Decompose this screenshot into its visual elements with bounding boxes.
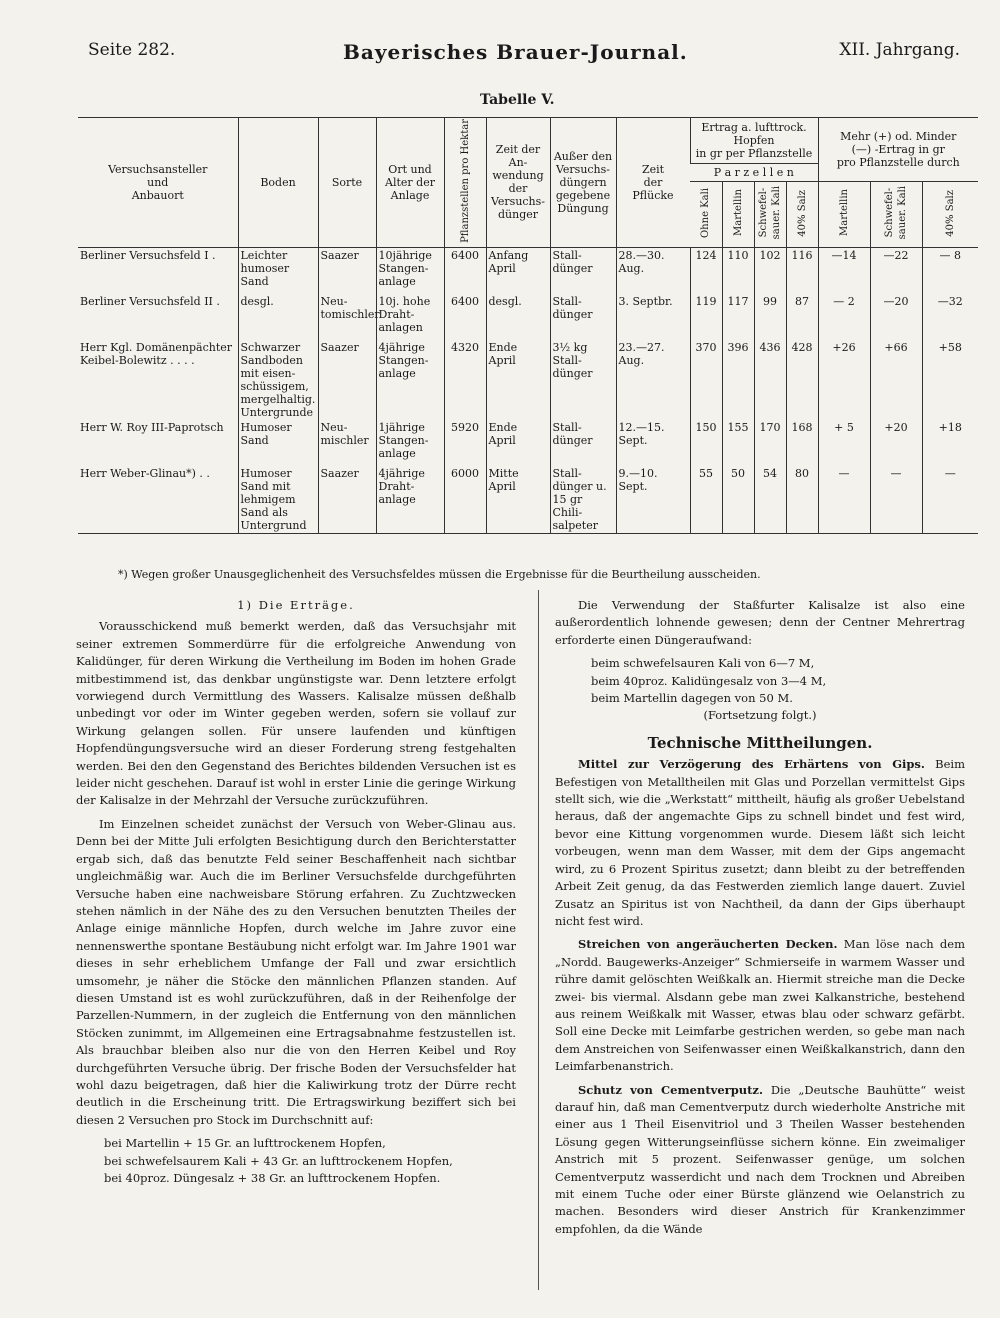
cell-time: Anfang April: [486, 247, 550, 294]
cell-d-1: —20: [870, 294, 922, 340]
table-row: [78, 294, 978, 340]
cell-soil: Humoser Sand: [238, 420, 318, 466]
article-title: Mittel zur Verzögerung des Erhärtens von Gips.: [578, 757, 925, 772]
yield-list: [76, 1135, 516, 1187]
cell-station: Herr Kgl. Domänenpächter Keibel-Bolewitz . . . .: [80, 340, 233, 367]
article: [555, 756, 965, 930]
volume-label: XII. Jahrgang.: [839, 40, 960, 60]
paragraph: Vorausschickend muß bemerkt werden, daß das Versuchsjahr mit seiner extremen Sommerdürre für die erfolgreiche Anwendung von Kalidünger, für deren Wirkung die Vertheilung im Boden im hohen Grade mitbestimmend ist, das denkbar ungünstigste war. Denn letztere erfolgt vorwiegend durch Vermittlung des Wassers. Kalisalze müssen deßhalb unbedingt vor oder im Winter gegeben werden, sofern sie vollauf zur Wirkung gelangen sollen. Für unsere laufenden und künftigen Hopfendüngungsversuche wird an dieser Forderung streng festgehalten werden. Bei den den Gegenstand des Berichtes bildenden Versuchen ist es leider nicht geschehen. Darauf ist wohl in erster Linie die geringe Wirkung der Kalisalze in der Mehrzahl der Versuche zurückzuführen.: [76, 619, 516, 808]
cell-y-2: 436: [754, 340, 786, 420]
cell-y-0: 370: [690, 340, 722, 420]
col-other: Außer den Versuchs- düngern gegebene Düngung: [550, 118, 616, 248]
article-text: Beim Befestigen von Metalltheilen mit Glas und Porzellan vermittelst Gips stellt sich, wie die „Werkstatt“ mittheilt, häufig als großer Uebelstand heraus, daß der angemachte Gips zu schnell bindet und fest wird, bevor eine Kittung vorgenommen wurde. Diesem läßt sich leicht vorbeugen, wenn man dem Wasser, mit dem der Gips angemacht wird, zu 6 Prozent Spiritus zusetzt; dann bleibt zu der betreffenden Arbeit Zeit genug, da das Festwerden ziemlich lange dauert. Zuviel Zusatz an Spiritus ist von Nachtheil, da dann der Gips überhaupt nicht fest wird.: [555, 757, 966, 928]
col-time: Zeit der An- wendung der Versuchs- dünger: [486, 118, 550, 248]
cell-d-0: —14: [818, 247, 870, 294]
cell-other: Stall- dünger: [550, 247, 616, 294]
table-row: [78, 466, 978, 534]
cell-y-1: 396: [722, 340, 754, 420]
article-text: Man löse nach dem „Nordd. Baugewerks-Anzeiger“ Schmierseife in warmem Wasser und rühre damit gelöschten Weißkalk an. Hiermit streiche man die Decke zwei- bis viermal. Alsdann gebe man zwei Kalkanstriche, bestehend aus reinem Weißkalk mit Wasser, etwas blau oder schwarz gefärbt. Soll eine Decke mit Leimfarbe gestrichen werden, so gebe man nach dem Anstreichen von Seifenwasser einen Weißkalkanstrich, dann den Leimfarbenanstrich.: [555, 937, 966, 1074]
col-yield-group: Ertrag a. lufttrock. Hopfen in gr per Pflanzstelle: [690, 118, 818, 164]
cell-d-2: —32: [922, 294, 978, 340]
continuation-note: (Fortsetzung folgt.): [703, 708, 817, 723]
cell-d-1: —: [870, 466, 922, 534]
cell-y-0: 150: [690, 420, 722, 466]
journal-title: Bayerisches Brauer-Journal.: [343, 40, 688, 64]
cell-station: Herr Weber-Glinau*) . .: [78, 466, 238, 534]
cell-harvest: 9.—10. Sept.: [616, 466, 690, 534]
cell-soil: Humoser Sand mit lehmigem Sand als Untergrund: [238, 466, 318, 534]
cell-d-0: — 2: [818, 294, 870, 340]
list-item: beim 40proz. Kalidüngesalz von 3—4 M,: [591, 673, 827, 688]
cell-place: 4jährige Stangen- anlage: [376, 340, 444, 420]
cell-y-0: 119: [690, 294, 722, 340]
list-item: bei schwefelsaurem Kali + 43 Gr. an lufttrockenem Hopfen,: [104, 1153, 453, 1168]
cell-y-3: 80: [786, 466, 818, 534]
cell-other: Stall- dünger: [550, 294, 616, 340]
article: [555, 936, 965, 1075]
cell-soil: desgl.: [238, 294, 318, 340]
list-item: beim schwefelsauren Kali von 6—7 M,: [591, 656, 815, 671]
cell-y-1: 117: [722, 294, 754, 340]
cell-plants: 6400: [444, 247, 486, 294]
cell-plants: 6000: [444, 466, 486, 534]
cell-y-1: 50: [722, 466, 754, 534]
list-item: beim Martellin dagegen von 50 M.: [591, 691, 793, 706]
right-column: [555, 597, 965, 1244]
sub-diff-salz: 40% Salz: [922, 181, 978, 247]
cell-harvest: 23.—27. Aug.: [616, 340, 690, 420]
sub-diff-martellin: Martellin: [818, 181, 870, 247]
cell-plants: 4320: [444, 340, 486, 420]
page-header: [88, 40, 960, 76]
cell-y-1: 110: [722, 247, 754, 294]
sub-salz: 40% Salz: [786, 181, 818, 247]
article-title: Streichen von angeräucherten Decken.: [578, 937, 838, 952]
cell-d-0: + 5: [818, 420, 870, 466]
paragraph: Die Verwendung der Staßfurter Kalisalze ist also eine außerordentlich lohnende gewesen; denn der Centner Mehrertrag erforderte einen Düngeraufwand:: [555, 598, 965, 647]
sub-diff-schwefel: Schwefel- sauer. Kali: [870, 181, 922, 247]
cell-y-0: 55: [690, 466, 722, 534]
cell-d-1: +20: [870, 420, 922, 466]
cell-variety: Saazer: [318, 340, 376, 420]
cell-y-2: 102: [754, 247, 786, 294]
cell-y-1: 155: [722, 420, 754, 466]
cost-list: [555, 655, 965, 707]
cell-other: Stall- dünger: [550, 420, 616, 466]
cell-harvest: 12.—15. Sept.: [616, 420, 690, 466]
results-table: [78, 117, 978, 534]
col-harvest: Zeit der Pflücke: [616, 118, 690, 248]
cell-place: 10jährige Stangen- anlage: [376, 247, 444, 294]
cell-y-0: 124: [690, 247, 722, 294]
col-plants: Pflanzstellen pro Hektar: [444, 118, 486, 248]
list-item: bei 40proz. Düngesalz + 38 Gr. an lufttrockenem Hopfen.: [104, 1171, 441, 1185]
cell-y-3: 116: [786, 247, 818, 294]
cell-place: 10j. hohe Draht- anlagen: [376, 294, 444, 340]
article: [555, 1082, 965, 1239]
col-variety: Sorte: [318, 118, 376, 248]
cell-d-2: +58: [922, 340, 978, 420]
cell-d-0: +26: [818, 340, 870, 420]
cell-place: 1jährige Stangen- anlage: [376, 420, 444, 466]
column-divider: [538, 590, 539, 1290]
cell-station: Herr W. Roy III-Paprotsch: [80, 420, 224, 434]
list-item: bei Martellin + 15 Gr. an lufttrockenem Hopfen,: [104, 1136, 386, 1151]
cell-y-2: 54: [754, 466, 786, 534]
col-diff-group: Mehr (+) od. Minder (—) -Ertrag in gr pro Pflanzstelle durch: [818, 118, 978, 182]
cell-plants: 6400: [444, 294, 486, 340]
cell-other: Stall- dünger u. 15 gr Chili- salpeter: [550, 466, 616, 534]
left-column: [76, 597, 516, 1187]
cell-harvest: 28.—30. Aug.: [616, 247, 690, 294]
cell-soil: Schwarzer Sandboden mit eisen- schüssigem, mergelhaltig. Untergrunde: [238, 340, 318, 420]
section-heading: 1) Die Erträge.: [237, 598, 355, 612]
cell-time: desgl.: [486, 294, 550, 340]
cell-d-1: —22: [870, 247, 922, 294]
cell-time: Mitte April: [486, 466, 550, 534]
cell-other: 3½ kg Stall- dünger: [550, 340, 616, 420]
cell-station: Berliner Versuchsfeld II .: [80, 294, 220, 308]
cell-place: 4jährige Draht- anlage: [376, 466, 444, 534]
cell-y-3: 87: [786, 294, 818, 340]
page-number: Seite 282.: [88, 40, 176, 60]
cell-d-2: +18: [922, 420, 978, 466]
table-row: [78, 420, 978, 466]
sub-ohne-kali: Ohne Kali: [690, 181, 722, 247]
cell-variety: Neu- tomischler: [318, 294, 376, 340]
cell-harvest: 3. Septbr.: [616, 294, 690, 340]
cell-variety: Saazer: [318, 247, 376, 294]
table-title: Tabelle V.: [480, 92, 555, 108]
cell-soil: Leichter humoser Sand: [238, 247, 318, 294]
cell-time: Ende April: [486, 340, 550, 420]
cell-y-2: 170: [754, 420, 786, 466]
col-place: Ort und Alter der Anlage: [376, 118, 444, 248]
section-title: Technische Mittheilungen.: [647, 733, 873, 752]
cell-time: Ende April: [486, 420, 550, 466]
cell-d-2: — 8: [922, 247, 978, 294]
table-footnote: *) Wegen großer Unausgeglichenheit des Versuchsfeldes müssen die Ergebnisse für die Beurtheilung ausscheiden.: [118, 568, 761, 581]
cell-variety: Neu- mischler: [318, 420, 376, 466]
cell-y-3: 428: [786, 340, 818, 420]
paragraph: Im Einzelnen scheidet zunächst der Versuch von Weber-Glinau aus. Denn bei der Mitte Juli erfolgten Besichtigung durch den Berichterstatter ergab sich, daß das benutzte Feld seiner Beschaffenheit nach sichtbar ungleichmäßig war. Auch die im Berliner Versuchsfelde durchgeführten Versuche haben eine nachweisbare Störung erfahren. Zu Zuchtzwecken stehen nämlich in der Nähe des zu den Versuchen benutzten Theiles der Anlage einige männliche Hopfen, durch welche im Jahre zuvor eine nennenswerthe spontane Bestäubung nicht erfolgt war. Im Jahre 1901 war dieses in sehr erheblichem Umfange der Fall und zwar ersichtlich umsomehr, je näher die Stöcke den männlichen Pflanzen standen. Auf diesen Umstand ist es wohl zurückzuführen, daß in der Reihenfolge der Parzellen-Nummern, in der zugleich die Entfernung von den männlichen Stöcken zunimmt, im Allgemeinen eine Ertragsabnahme festzustellen ist. Als brauchbar bleiben also nur die von den Herren Keibel und Roy durchgeführten Versuche übrig. Der frische Boden der Versuchsfelder hat wohl dazu beigetragen, daß hier die Kaliwirkung trotz der Dürre recht deutlich in die Erscheinung tritt. Die Ertragswirkung beziffert sich bei diesen 2 Versuchen pro Stock im Durchschnitt auf:: [76, 816, 516, 1127]
cell-station: Berliner Versuchsfeld I .: [80, 248, 216, 262]
sub-martellin: Martellin: [722, 181, 754, 247]
table-row: [78, 247, 978, 294]
sub-schwefel: Schwefel- sauer. Kali: [754, 181, 786, 247]
col-soil: Boden: [238, 118, 318, 248]
cell-d-1: +66: [870, 340, 922, 420]
article-title: Schutz von Cementverputz.: [578, 1082, 763, 1097]
cell-y-2: 99: [754, 294, 786, 340]
cell-y-3: 168: [786, 420, 818, 466]
article-text: Die „Deutsche Bauhütte“ weist darauf hin, daß man Cementverputz durch wiederholte Anstriche mit einer aus 1 Theil Eisenvitriol und 3 Theilen Wasser bestehenden Lösung gegen Witterungseinflüsse sichern könne. Ein zweimaliger Anstrich mit 5 prozent. Seifenwasser genüge, um solchen Cementverputz wasserdicht und nach dem Trocknen und Abreiben mit einem Tuche oder einer Bürste glänzend wie Oelanstrich zu machen. Besonders wird dieser Anstrich für Krankenzimmer empfohlen, da die Wände: [555, 1082, 966, 1236]
cell-d-2: —: [922, 466, 978, 534]
cell-d-0: —: [818, 466, 870, 534]
cell-variety: Saazer: [318, 466, 376, 534]
col-station: Versuchsansteller und Anbauort: [78, 118, 238, 248]
cell-plants: 5920: [444, 420, 486, 466]
table-row: [78, 340, 978, 420]
col-parcels: P a r z e l l e n: [690, 164, 818, 182]
